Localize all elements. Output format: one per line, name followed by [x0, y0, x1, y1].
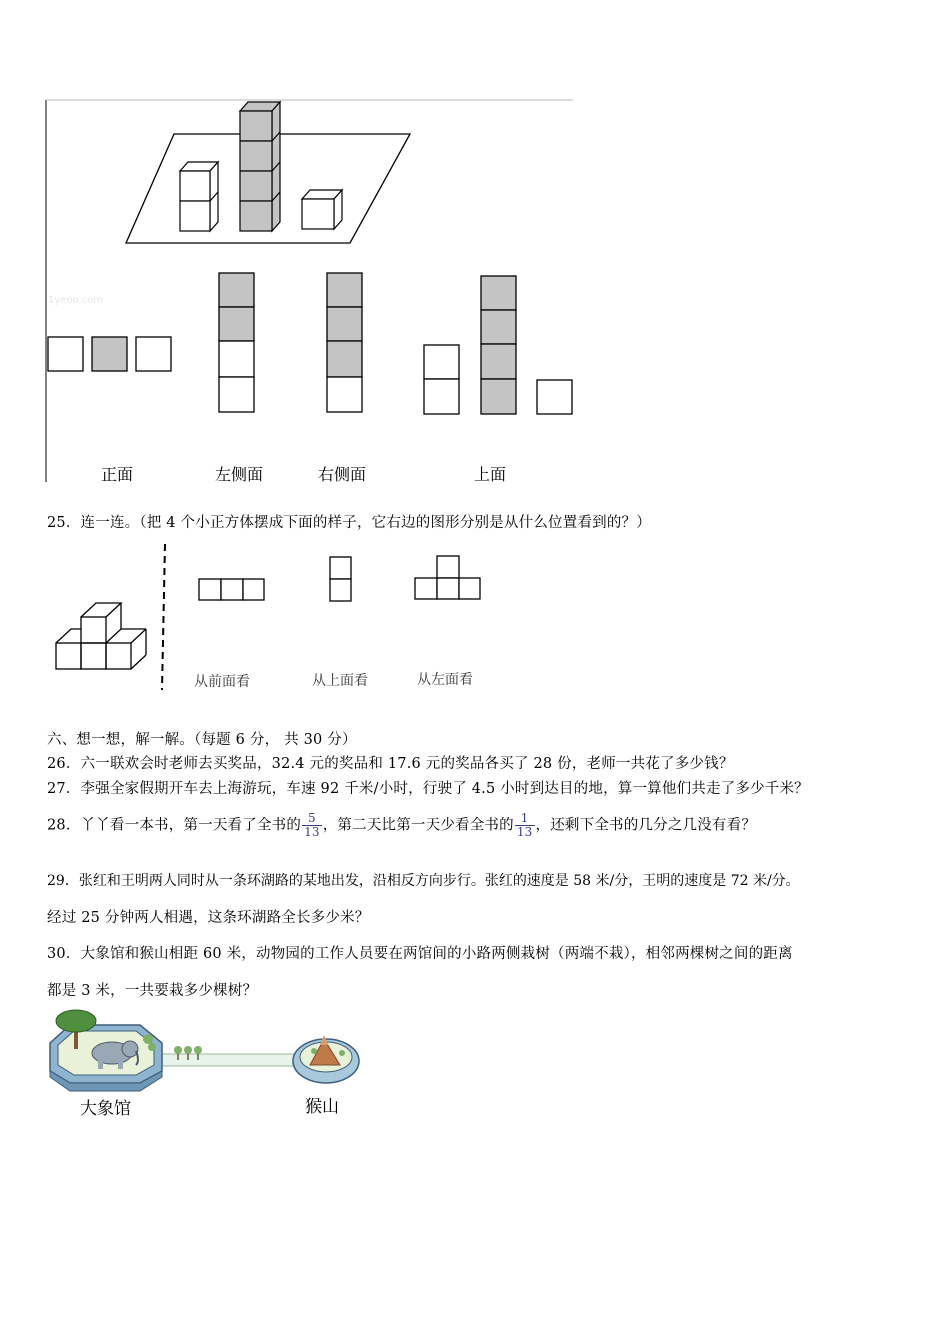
- elephant-house-label: 大象馆: [80, 1099, 131, 1119]
- q28-part3: ，还剩下全书的几分之几没有看？: [535, 817, 757, 834]
- question-29-line2: 经过 25 分钟两人相遇，这条环湖路全长多少米？: [47, 910, 370, 926]
- question-26: 26．六一联欢会时老师去买奖品，32.4 元的奖品和 17.6 元的奖品各买了 28 份，老师一共花了多少钱？: [47, 756, 734, 772]
- question-27: 27．李强全家假期开车去上海游玩，车速 92 千米/小时，行驶了 4.5 小时到达目的地，算一算他们共走了多少千米？: [47, 781, 809, 797]
- section-6-title: 六、想一想，解一解。（每题 6 分， 共 30 分）: [47, 732, 357, 748]
- monkey-mountain-icon: [293, 1035, 359, 1083]
- fraction-1-13: [515, 812, 535, 839]
- fraction-numerator: 5: [302, 812, 322, 826]
- view-label-front-q25: 从前面看: [194, 674, 250, 690]
- question-28: [47, 812, 756, 839]
- cube-views-figure: [0, 0, 950, 500]
- elephant-house-icon: [50, 1010, 162, 1091]
- monkey-mountain-label: 猴山: [305, 1097, 339, 1117]
- fraction-5-13: [302, 812, 322, 839]
- q28-part1: 28．丫丫看一本书，第一天看了全书的: [47, 817, 302, 834]
- view-label-left: 左侧面: [215, 465, 264, 484]
- q28-part2: ，第二天比第一天少看全书的: [322, 817, 514, 834]
- tree-icon: [174, 1046, 202, 1060]
- view-label-top-q25: 从上面看: [312, 673, 368, 689]
- fraction-denominator: 13: [516, 825, 533, 839]
- view-label-top: 上面: [474, 465, 507, 484]
- question-29-line1: 29．张红和王明两人同时从一条环湖路的某地出发，沿相反方向步行。张红的速度是 58 米/分，王明的速度是 72 米/分。: [47, 873, 800, 889]
- zoo-illustration: [40, 1005, 380, 1100]
- question-30-line1: 30．大象馆和猴山相距 60 米，动物园的工作人员要在两馆间的小路两侧栽树（两端不栽），相邻两棵树之间的距离: [47, 946, 793, 962]
- view-label-left-q25: 从左面看: [417, 672, 473, 688]
- fraction-denominator: 13: [304, 825, 320, 839]
- view-label-front: 正面: [101, 465, 134, 484]
- fraction-numerator: 1: [515, 812, 535, 826]
- question-30-line2: 都是 3 米，一共要栽多少棵树？: [47, 983, 258, 999]
- question-25: 25．连一连。（把 4 个小正方体摆成下面的样子，它右边的图形分别是从什么位置看到的？）: [47, 515, 651, 531]
- view-label-right: 右侧面: [318, 465, 367, 484]
- watermark: 1yeoo.com: [48, 295, 104, 306]
